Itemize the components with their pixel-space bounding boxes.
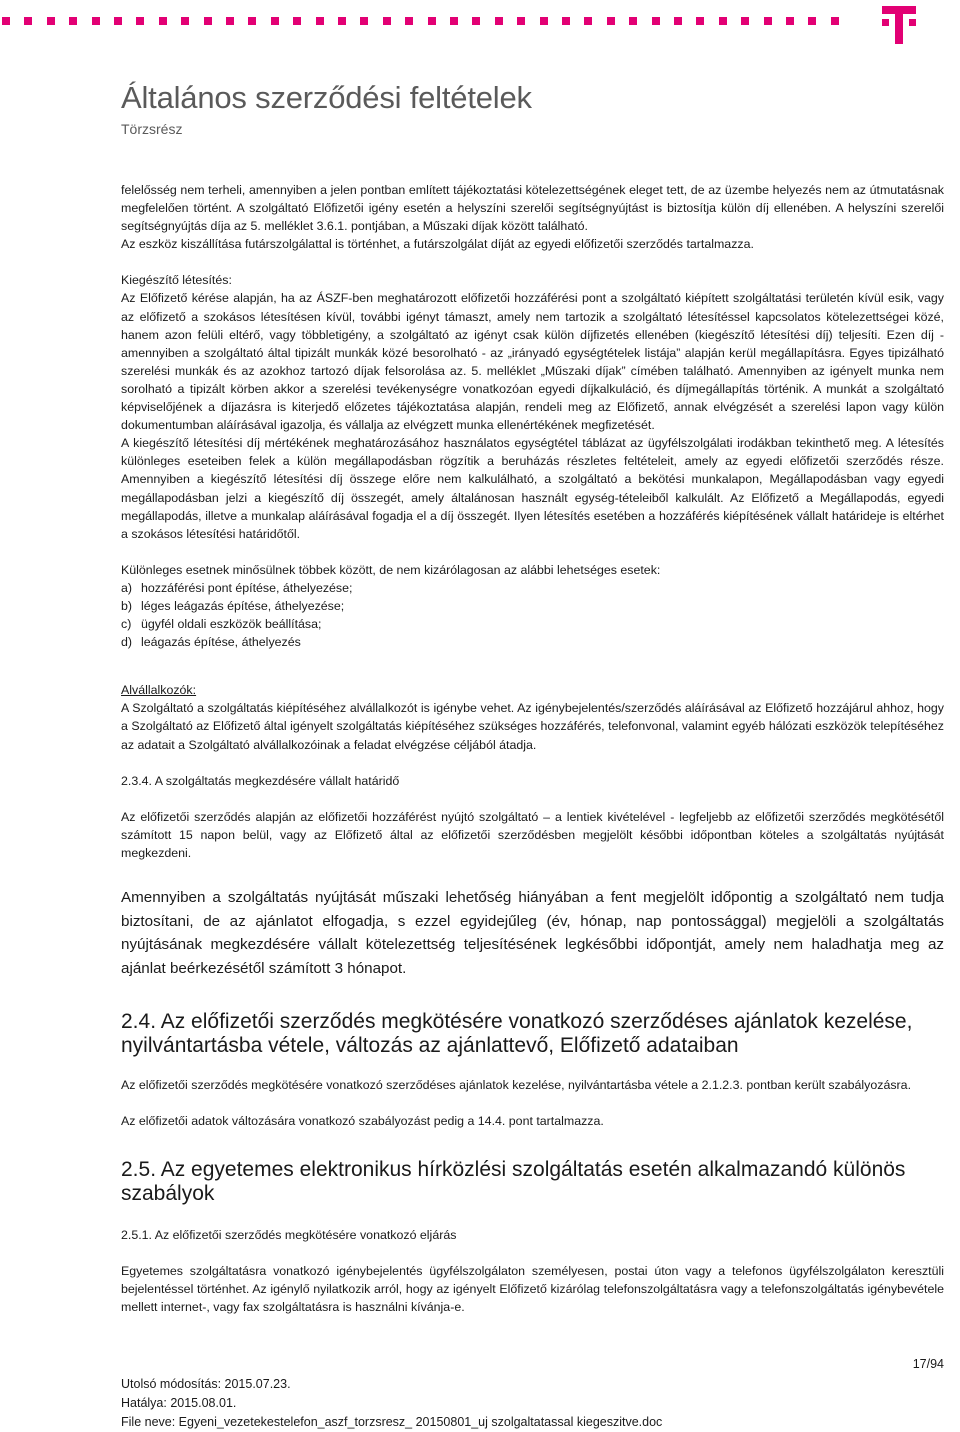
brand-dot xyxy=(92,17,100,25)
brand-dot xyxy=(226,17,234,25)
section-heading: 2.4. Az előfizetői szerződés megkötésére vonatkozó szerződéses ajánlatok kezelése, nyilvántartásba vétele, változás az ajánlattevő, Előfizető adataiban xyxy=(121,1010,913,1057)
case-list xyxy=(121,579,944,651)
brand-dot xyxy=(629,17,637,25)
brand-dot xyxy=(69,17,77,25)
brand-dot xyxy=(428,17,436,25)
brand-dot xyxy=(495,17,503,25)
brand-dot xyxy=(607,17,615,25)
brand-dot xyxy=(517,17,525,25)
paragraph: Az eszköz kiszállítása futárszolgálattal is történhet, a futárszolgálat díját az egyedi előfizetői szerződés tartalmazza. xyxy=(121,237,754,252)
brand-dot xyxy=(204,17,212,25)
document-body xyxy=(121,181,944,1317)
brand-dot xyxy=(136,17,144,25)
brand-dot xyxy=(696,17,704,25)
section-label: Alvállalkozók: xyxy=(121,683,197,698)
brand-dot-row xyxy=(0,17,850,29)
paragraph: Az előfizetői adatok változására vonatkozó szabályozást pedig a 14.4. pont tartalmazza. xyxy=(121,1114,604,1129)
brand-dot xyxy=(181,17,189,25)
brand-dot xyxy=(2,17,10,25)
brand-dot xyxy=(248,17,256,25)
footer-effective: Hatálya: 2015.08.01. xyxy=(121,1396,237,1410)
section-heading: 2.5. Az egyetemes elektronikus hírközlési szolgáltatás esetén alkalmazandó különös szabályok xyxy=(121,1158,906,1206)
list-item: a) hozzáférési pont építése, áthelyezése; xyxy=(121,580,353,595)
brand-dot xyxy=(47,17,55,25)
brand-dot xyxy=(360,17,368,25)
subsection-heading: 2.3.4. A szolgáltatás megkezdésére vállalt határidő xyxy=(121,773,400,788)
paragraph: Az előfizetői szerződés alapján az előfizetői hozzáférést nyújtó szolgáltató – a lentiek kivételével - legfeljebb az előfizetői szerződés megkötésétől számított 15 napon belül, vagy az Előfizető által az előfizetői szerződésben megjelölt későbbi időpontban köteles a szolgáltatás nyújtását megkezdeni. xyxy=(121,809,944,860)
section-label: Kiegészítő létesítés: xyxy=(121,273,232,288)
brand-dot xyxy=(338,17,346,25)
page-subtitle: Törzsrész xyxy=(121,121,183,137)
list-item: d) leágazás építése, áthelyezés xyxy=(121,635,301,650)
brand-dot xyxy=(316,17,324,25)
brand-dot xyxy=(24,17,32,25)
brand-dot xyxy=(383,17,391,25)
paragraph: Különleges esetnek minősülnek többek között, de nem kizárólagosan az alábbi lehetséges esetek: xyxy=(121,562,661,577)
brand-dot xyxy=(584,17,592,25)
brand-dot xyxy=(786,17,794,25)
paragraph: Egyetemes szolgáltatásra vonatkozó igénybejelentés ügyfélszolgálaton személyesen, postai úton vagy a telefonos ügyfélszolgálaton keresztüli bejelentéssel történhet. Az igénylő nyilatkozik arról, hogy az igényelt Előfizető kizárólag telefonszolgáltatásra vagy a telefonszolgáltatás igénybevétele mellett internet-, vagy fax szolgáltatásra is használni kívánja-e. xyxy=(121,1264,944,1315)
brand-dot xyxy=(114,17,122,25)
page-number: 17/94 xyxy=(912,1357,944,1371)
subsection-heading: 2.5.1. Az előfizetői szerződés megkötésére vonatkozó eljárás xyxy=(121,1228,457,1243)
page-title: Általános szerződési feltételek xyxy=(121,80,532,115)
telekom-t-logo-icon xyxy=(880,6,920,44)
brand-dot xyxy=(159,17,167,25)
brand-dot xyxy=(450,17,458,25)
paragraph: A Szolgáltató a szolgáltatás kiépítéséhez alvállalkozót is igénybe vehet. Az igénybejelentés/szerződés aláírásával az Előfizető hozzájárul ahhoz, hogy a Szolgáltató az Előfizető által igényelt szolgáltatás kiépítéséhez szükséges hozzáférés, telefonvonal, valamint egyéb hálózati eszközök telepítéséhez az adatait a Szolgáltató alvállalkozóinak a feladat elvégzése céljából átadja. xyxy=(121,701,944,752)
brand-dot xyxy=(808,17,816,25)
list-item: b) léges leágazás építése, áthelyezése; xyxy=(121,598,345,613)
brand-dot xyxy=(764,17,772,25)
brand-dot xyxy=(831,17,839,25)
footer xyxy=(121,1375,662,1432)
paragraph: Amennyiben a szolgáltatás nyújtását műszaki lehetőség hiányában a fent megjelölt időpontig a szolgáltató nem tudja biztosítani, de az ajánlatot elfogadja, s ezzel egyidejűleg (év, hónap, nap pontossággal) megjelöli a szolgáltatás nyújtásának megkezdésére vállalt kötelezettség teljesítésének legkésőbbi időpontját, amely nem haladhatja meg az ajánlat beérkezésétől számított 3 hónapot. xyxy=(121,889,944,977)
brand-dot xyxy=(472,17,480,25)
brand-dot xyxy=(293,17,301,25)
footer-modified: Utolsó módosítás: 2015.07.23. xyxy=(121,1377,291,1391)
list-item: c) ügyfél oldali eszközök beállítása; xyxy=(121,617,322,632)
brand-dot xyxy=(741,17,749,25)
brand-dot xyxy=(540,17,548,25)
paragraph: felelősség nem terheli, amennyiben a jelen pontban említett tájékoztatási kötelezettségének eleget tett, de az üzembe helyezés nem az útmutatásnak megfelelően történt. A szolgáltató Előfizetői igény esetén a helyszíni szerelői segítségnyújtást is biztosítja külön díj ellenében. A helyszíni szerelői segítségnyújtás díja az 5. melléklet 3.6.1. pontjában, a Műszaki díjak között található. xyxy=(121,183,944,234)
brand-dot xyxy=(652,17,660,25)
brand-dot xyxy=(405,17,413,25)
brand-dot xyxy=(674,17,682,25)
brand-dot xyxy=(719,17,727,25)
paragraph: Az Előfizető kérése alapján, ha az ÁSZF-ben meghatározott előfizetői hozzáférési pont a szolgáltató kiépített szolgáltatási területén kívül esik, vagy az előfizető a szokásos létesítésen kívül, további igényt támaszt, amely nem tartozik a szolgáltató létesítéssel kapcsolatos kötelezettségei közé, hanem azon felüli eltérő, vagy többletigény, a szolgáltató az igényt csak külön díjfizetés ellenében (kiegészítő létesítési díj) teljesíti. Ezen díj - amennyiben a szolgáltató által tipizált munkák közé besorolható - az „irányadó egységtételek listája” alapján kerül megállapításra. Egyes tipizálható szerelési munkák és az azokhoz tartozó díjak felsorolása az. 5. melléklet „Műszaki díjak” címében található. Amennyiben az igényelt munka nem sorolható a tipizált körben akkor a szerelési tevékenységre vonatkozóan egyedi díjkalkuláció, és díjmegállapítás történik. A munkát a szolgáltató képviselőjének a díjazásra is kiterjedő előzetes tájékoztatása alapján, rendeli meg az Előfizető, annak elvégzését a szerelési lapon vagy külön dokumentumban aláírásával igazolja, és vállalja az elvégzett munka ellenértékének megfizetését. xyxy=(121,291,944,433)
paragraph: A kiegészítő létesítési díj mértékének meghatározásához használatos egységtétel táblázat az ügyfélszolgálati irodákban tekinthető meg. A létesítés különleges eseteiben felek a külön megállapodásban rögzítik a beruházás részletes feltételeit, amely az egyedi előfizetői szerződés része. Amennyiben a kiegészítő létesítési díj összege előre nem kalkulálható, a szolgáltató a bekötési munkalapon, Megállapodásban vagy egyedi megállapodásban jelzi a kiegészítő díj összegét, amely általánosan használt egység-tételeiből kalkulált. Az Előfizető a Megállapodás, egyedi megállapodás, illetve a munkalap aláírásával fogadja el a díj összegét. Ilyen létesítés esetében a hozzáférés kiépítésének vállalt határideje is eltérhet a szokásos létesítési határidőtől. xyxy=(121,436,944,541)
brand-dot xyxy=(562,17,570,25)
paragraph: Az előfizetői szerződés megkötésére vonatkozó szerződéses ajánlatok kezelése, nyilvántartásba vétele a 2.1.2.3. pontban került szabályozásra. xyxy=(121,1078,912,1092)
brand-dot xyxy=(271,17,279,25)
footer-filename: File neve: Egyeni_vezetekestelefon_aszf_torzsresz_ 20150801_uj szolgaltatassal kiegeszitve.doc xyxy=(121,1415,663,1429)
